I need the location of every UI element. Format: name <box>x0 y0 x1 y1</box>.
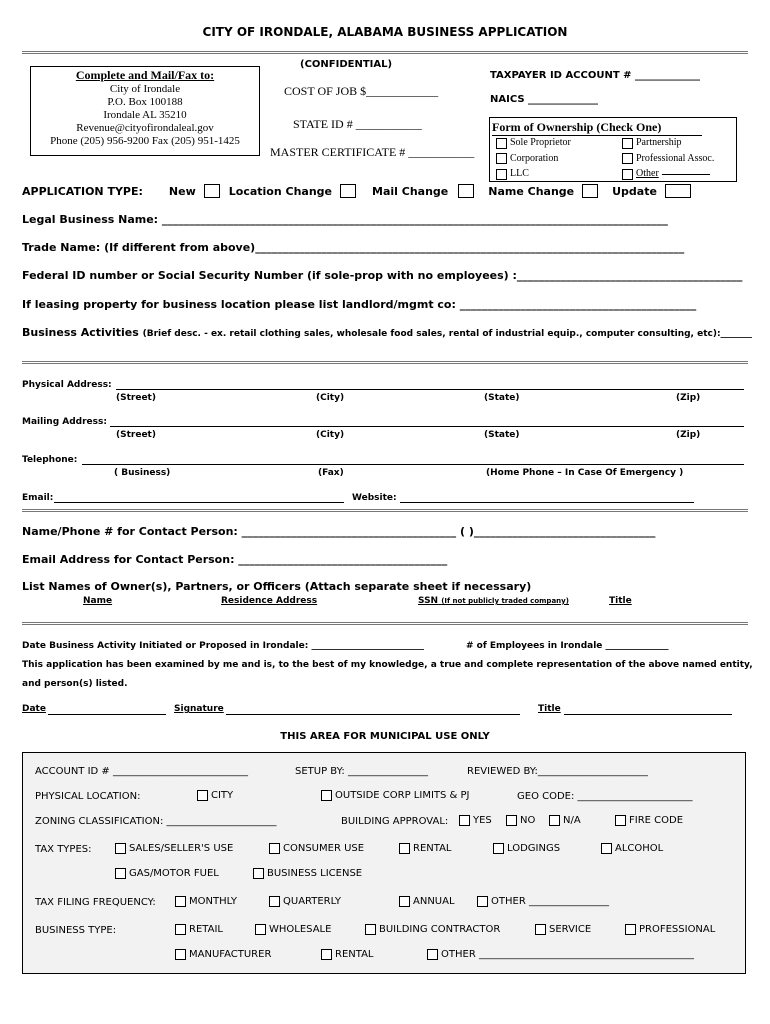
trade-name-field[interactable]: Trade Name: (If different from above)______________________________________________________________________________ <box>22 241 685 254</box>
geo-code-field[interactable]: GEO CODE: _______________________ <box>517 791 693 802</box>
city-caption: (City) <box>316 430 345 440</box>
owner-residence-column: Residence Address <box>221 596 318 606</box>
retail-label: RETAIL <box>189 924 223 935</box>
mailbox-line: P.O. Box 100188 <box>107 96 183 108</box>
mailing-address-line[interactable] <box>110 426 744 427</box>
alcohol-checkbox[interactable] <box>601 843 612 854</box>
business-phone-caption: ( Business) <box>114 468 171 478</box>
service-label: SERVICE <box>549 924 592 935</box>
outside-corp-label: OUTSIDE CORP LIMITS & PJ <box>335 790 470 801</box>
professional-assoc-checkbox[interactable] <box>622 153 633 164</box>
ssn-label: SSN <box>418 596 439 606</box>
quarterly-checkbox[interactable] <box>269 896 280 907</box>
home-phone-caption: (Home Phone – In Case Of Emergency ) <box>486 468 684 478</box>
mailbox-heading: Complete and Mail/Fax to: <box>75 68 215 82</box>
ownership-box <box>489 117 737 182</box>
federal-id-field[interactable]: Federal ID number or Social Security Number (if sole-prop with no employees) :_________________________________________ <box>22 269 743 282</box>
zoning-field[interactable]: ZONING CLASSIFICATION: ______________________ <box>35 816 277 827</box>
fire-code-label: FIRE CODE <box>629 815 684 826</box>
signature-label: Signature <box>174 704 224 714</box>
owner-name-column: Name <box>83 596 113 606</box>
street-caption: (Street) <box>116 430 156 440</box>
other-business-type-label: OTHER ___________________________________________ <box>441 949 694 960</box>
rental-tax-checkbox[interactable] <box>399 843 410 854</box>
yes-checkbox[interactable] <box>459 815 470 826</box>
professional-checkbox[interactable] <box>625 924 636 935</box>
employees-field[interactable]: # of Employees in Irondale ______________ <box>466 641 669 651</box>
other-frequency-label: OTHER ________________ <box>491 896 609 907</box>
fax-caption: (Fax) <box>318 468 344 478</box>
other-ownership-label: Other <box>636 168 659 179</box>
monthly-checkbox[interactable] <box>175 896 186 907</box>
title-line[interactable] <box>564 714 732 715</box>
mail-change-label: Mail Change <box>372 185 449 198</box>
email-line[interactable] <box>54 502 344 503</box>
sole-proprietor-label: Sole Proprietor <box>510 137 571 148</box>
contact-name-phone-field[interactable]: Name/Phone # for Contact Person: _______________________________________ ( )_________________________________ <box>22 525 656 538</box>
na-checkbox[interactable] <box>549 815 560 826</box>
application-type-label: APPLICATION TYPE: <box>22 185 143 198</box>
cost-of-job-field[interactable]: COST OF JOB $____________ <box>284 84 439 98</box>
setup-by-field[interactable]: SETUP BY: ________________ <box>295 766 428 777</box>
other-ownership-checkbox[interactable] <box>622 169 633 180</box>
gas-fuel-label: GAS/MOTOR FUEL <box>129 868 219 879</box>
owner-title-column: Title <box>609 596 632 606</box>
landlord-field[interactable]: If leasing property for business location please list landlord/mgmt co: ___________________________________________ <box>22 298 697 311</box>
telephone-label: Telephone: <box>22 455 78 465</box>
consumer-use-label: CONSUMER USE <box>283 843 365 854</box>
sales-checkbox[interactable] <box>115 843 126 854</box>
lodgings-checkbox[interactable] <box>493 843 504 854</box>
business-activities-desc: (Brief desc. - ex. retail clothing sales, wholesale food sales, rental of industrial equip., computer consulting, etc):_______ <box>142 329 753 339</box>
business-activities-row[interactable] <box>22 326 752 339</box>
fire-code-checkbox[interactable] <box>615 815 626 826</box>
gas-fuel-checkbox[interactable] <box>115 868 126 879</box>
partnership-checkbox[interactable] <box>622 138 633 149</box>
corporation-label: Corporation <box>510 152 559 164</box>
signature-line[interactable] <box>226 714 520 715</box>
account-id-field[interactable]: ACCOUNT ID # ___________________________ <box>35 766 248 777</box>
city-label: CITY <box>211 790 234 801</box>
zip-caption: (Zip) <box>676 430 701 440</box>
contact-email-field[interactable]: Email Address for Contact Person: ______________________________________ <box>22 553 448 566</box>
date-line[interactable] <box>48 714 166 715</box>
professional-assoc-label: Professional Assoc. <box>636 152 715 164</box>
street-caption: (Street) <box>116 393 156 403</box>
lodgings-label: LODGINGS <box>507 843 561 854</box>
city-checkbox[interactable] <box>197 790 208 801</box>
tax-types-label: TAX TYPES: <box>35 844 92 855</box>
city-caption: (City) <box>316 393 345 403</box>
consumer-use-checkbox[interactable] <box>269 843 280 854</box>
form-title: CITY OF IRONDALE, ALABAMA BUSINESS APPLICATION <box>202 25 568 39</box>
mailbox-line: Irondale AL 35210 <box>103 109 187 121</box>
service-checkbox[interactable] <box>535 924 546 935</box>
annual-label: ANNUAL <box>413 896 455 907</box>
telephone-line[interactable] <box>82 464 744 465</box>
building-approval-label: BUILDING APPROVAL: <box>341 816 449 827</box>
municipal-use-box <box>22 752 746 974</box>
certification-line2: and person(s) listed. <box>22 679 128 689</box>
manufacturer-label: MANUFACTURER <box>189 949 272 960</box>
zip-caption: (Zip) <box>676 393 701 403</box>
building-contractor-checkbox[interactable] <box>365 924 376 935</box>
business-activities-label: Business Activities <box>22 326 139 339</box>
update-checkbox[interactable] <box>665 184 691 198</box>
filing-frequency-label: TAX FILING FREQUENCY: <box>35 897 156 908</box>
municipal-heading: THIS AREA FOR MUNICIPAL USE ONLY <box>280 731 490 742</box>
yes-label: YES <box>473 815 492 826</box>
website-line[interactable] <box>400 502 694 503</box>
certification-line1: This application has been examined by me and is, to the best of my knowledge, a true and complete representation of the above named entity, <box>22 660 753 670</box>
mailbox-line: City of Irondale <box>109 83 181 95</box>
rental-business-label: RENTAL <box>335 949 374 960</box>
wholesale-label: WHOLESALE <box>269 924 332 935</box>
mailing-address-box <box>30 66 260 156</box>
website-label: Website: <box>352 493 397 503</box>
ownership-heading: Form of Ownership (Check One) <box>492 120 702 136</box>
owners-divider <box>22 622 748 625</box>
activities-divider <box>22 361 748 364</box>
legal-business-name-field[interactable]: Legal Business Name: ____________________________________________________________________________________________ <box>22 213 668 226</box>
reviewed-by-field[interactable]: REVIEWED BY:______________________ <box>467 766 648 777</box>
rental-tax-label: RENTAL <box>413 843 452 854</box>
retail-checkbox[interactable] <box>175 924 186 935</box>
business-type-label: BUSINESS TYPE: <box>35 925 117 936</box>
ownership-right-options <box>622 137 714 184</box>
confidential-label: (CONFIDENTIAL) <box>300 59 393 70</box>
header-divider <box>22 51 748 54</box>
name-change-checkbox[interactable] <box>582 184 598 198</box>
business-license-label: BUSINESS LICENSE <box>267 868 363 879</box>
outside-corp-checkbox[interactable] <box>321 790 332 801</box>
state-id-field[interactable]: STATE ID # ___________ <box>293 117 422 131</box>
email-label: Email: <box>22 493 54 503</box>
no-checkbox[interactable] <box>506 815 517 826</box>
llc-checkbox[interactable] <box>496 169 507 180</box>
contact-divider <box>22 509 748 512</box>
ownership-left-options <box>496 137 571 184</box>
manufacturer-checkbox[interactable] <box>175 949 186 960</box>
alcohol-label: ALCOHOL <box>615 843 664 854</box>
update-label: Update <box>612 185 657 198</box>
wholesale-checkbox[interactable] <box>255 924 266 935</box>
rental-business-checkbox[interactable] <box>321 949 332 960</box>
mailbox-phone: Phone (205) 956-9200 Fax (205) 951-1425 <box>50 135 240 147</box>
naics-field[interactable]: NAICS ______________ <box>490 94 599 105</box>
state-caption: (State) <box>484 393 520 403</box>
llc-label: LLC <box>510 168 529 179</box>
owners-label: List Names of Owner(s), Partners, or Officers (Attach separate sheet if necessary) <box>22 580 532 593</box>
location-change-checkbox[interactable] <box>340 184 356 198</box>
sales-label: SALES/SELLER'S USE <box>129 843 234 854</box>
business-license-checkbox[interactable] <box>253 868 264 879</box>
ssn-note: (If not publicly traded company) <box>441 597 569 605</box>
new-label: New <box>168 185 196 198</box>
quarterly-label: QUARTERLY <box>283 896 341 907</box>
building-contractor-label: BUILDING CONTRACTOR <box>379 924 501 935</box>
location-change-label: Location Change <box>228 185 332 198</box>
other-business-type-checkbox[interactable] <box>427 949 438 960</box>
monthly-label: MONTHLY <box>189 896 237 907</box>
title-label: Title <box>538 704 561 714</box>
taxpayer-id-field[interactable]: TAXPAYER ID ACCOUNT # _____________ <box>490 70 701 81</box>
date-label: Date <box>22 704 46 714</box>
state-caption: (State) <box>484 430 520 440</box>
owner-ssn-column <box>418 596 569 606</box>
na-label: N/A <box>563 815 581 826</box>
date-initiated-field[interactable]: Date Business Activity Initiated or Proposed in Irondale: _________________________ <box>22 641 424 651</box>
no-label: NO <box>520 815 536 826</box>
new-checkbox[interactable] <box>204 184 220 198</box>
other-frequency-checkbox[interactable] <box>477 896 488 907</box>
corporation-checkbox[interactable] <box>496 153 507 164</box>
mail-change-checkbox[interactable] <box>458 184 474 198</box>
name-change-label: Name Change <box>488 185 575 198</box>
application-type-row <box>22 184 691 198</box>
sole-proprietor-checkbox[interactable] <box>496 138 507 149</box>
mailbox-email: Revenue@cityofirondaleal.gov <box>76 122 214 134</box>
annual-checkbox[interactable] <box>399 896 410 907</box>
physical-location-label: PHYSICAL LOCATION: <box>35 791 141 802</box>
physical-address-line[interactable] <box>116 389 744 390</box>
partnership-label: Partnership <box>636 137 682 148</box>
mailing-address-label: Mailing Address: <box>22 417 107 427</box>
physical-address-label: Physical Address: <box>22 380 112 390</box>
professional-label: PROFESSIONAL <box>639 924 716 935</box>
master-certificate-field[interactable]: MASTER CERTIFICATE # ___________ <box>270 145 475 159</box>
